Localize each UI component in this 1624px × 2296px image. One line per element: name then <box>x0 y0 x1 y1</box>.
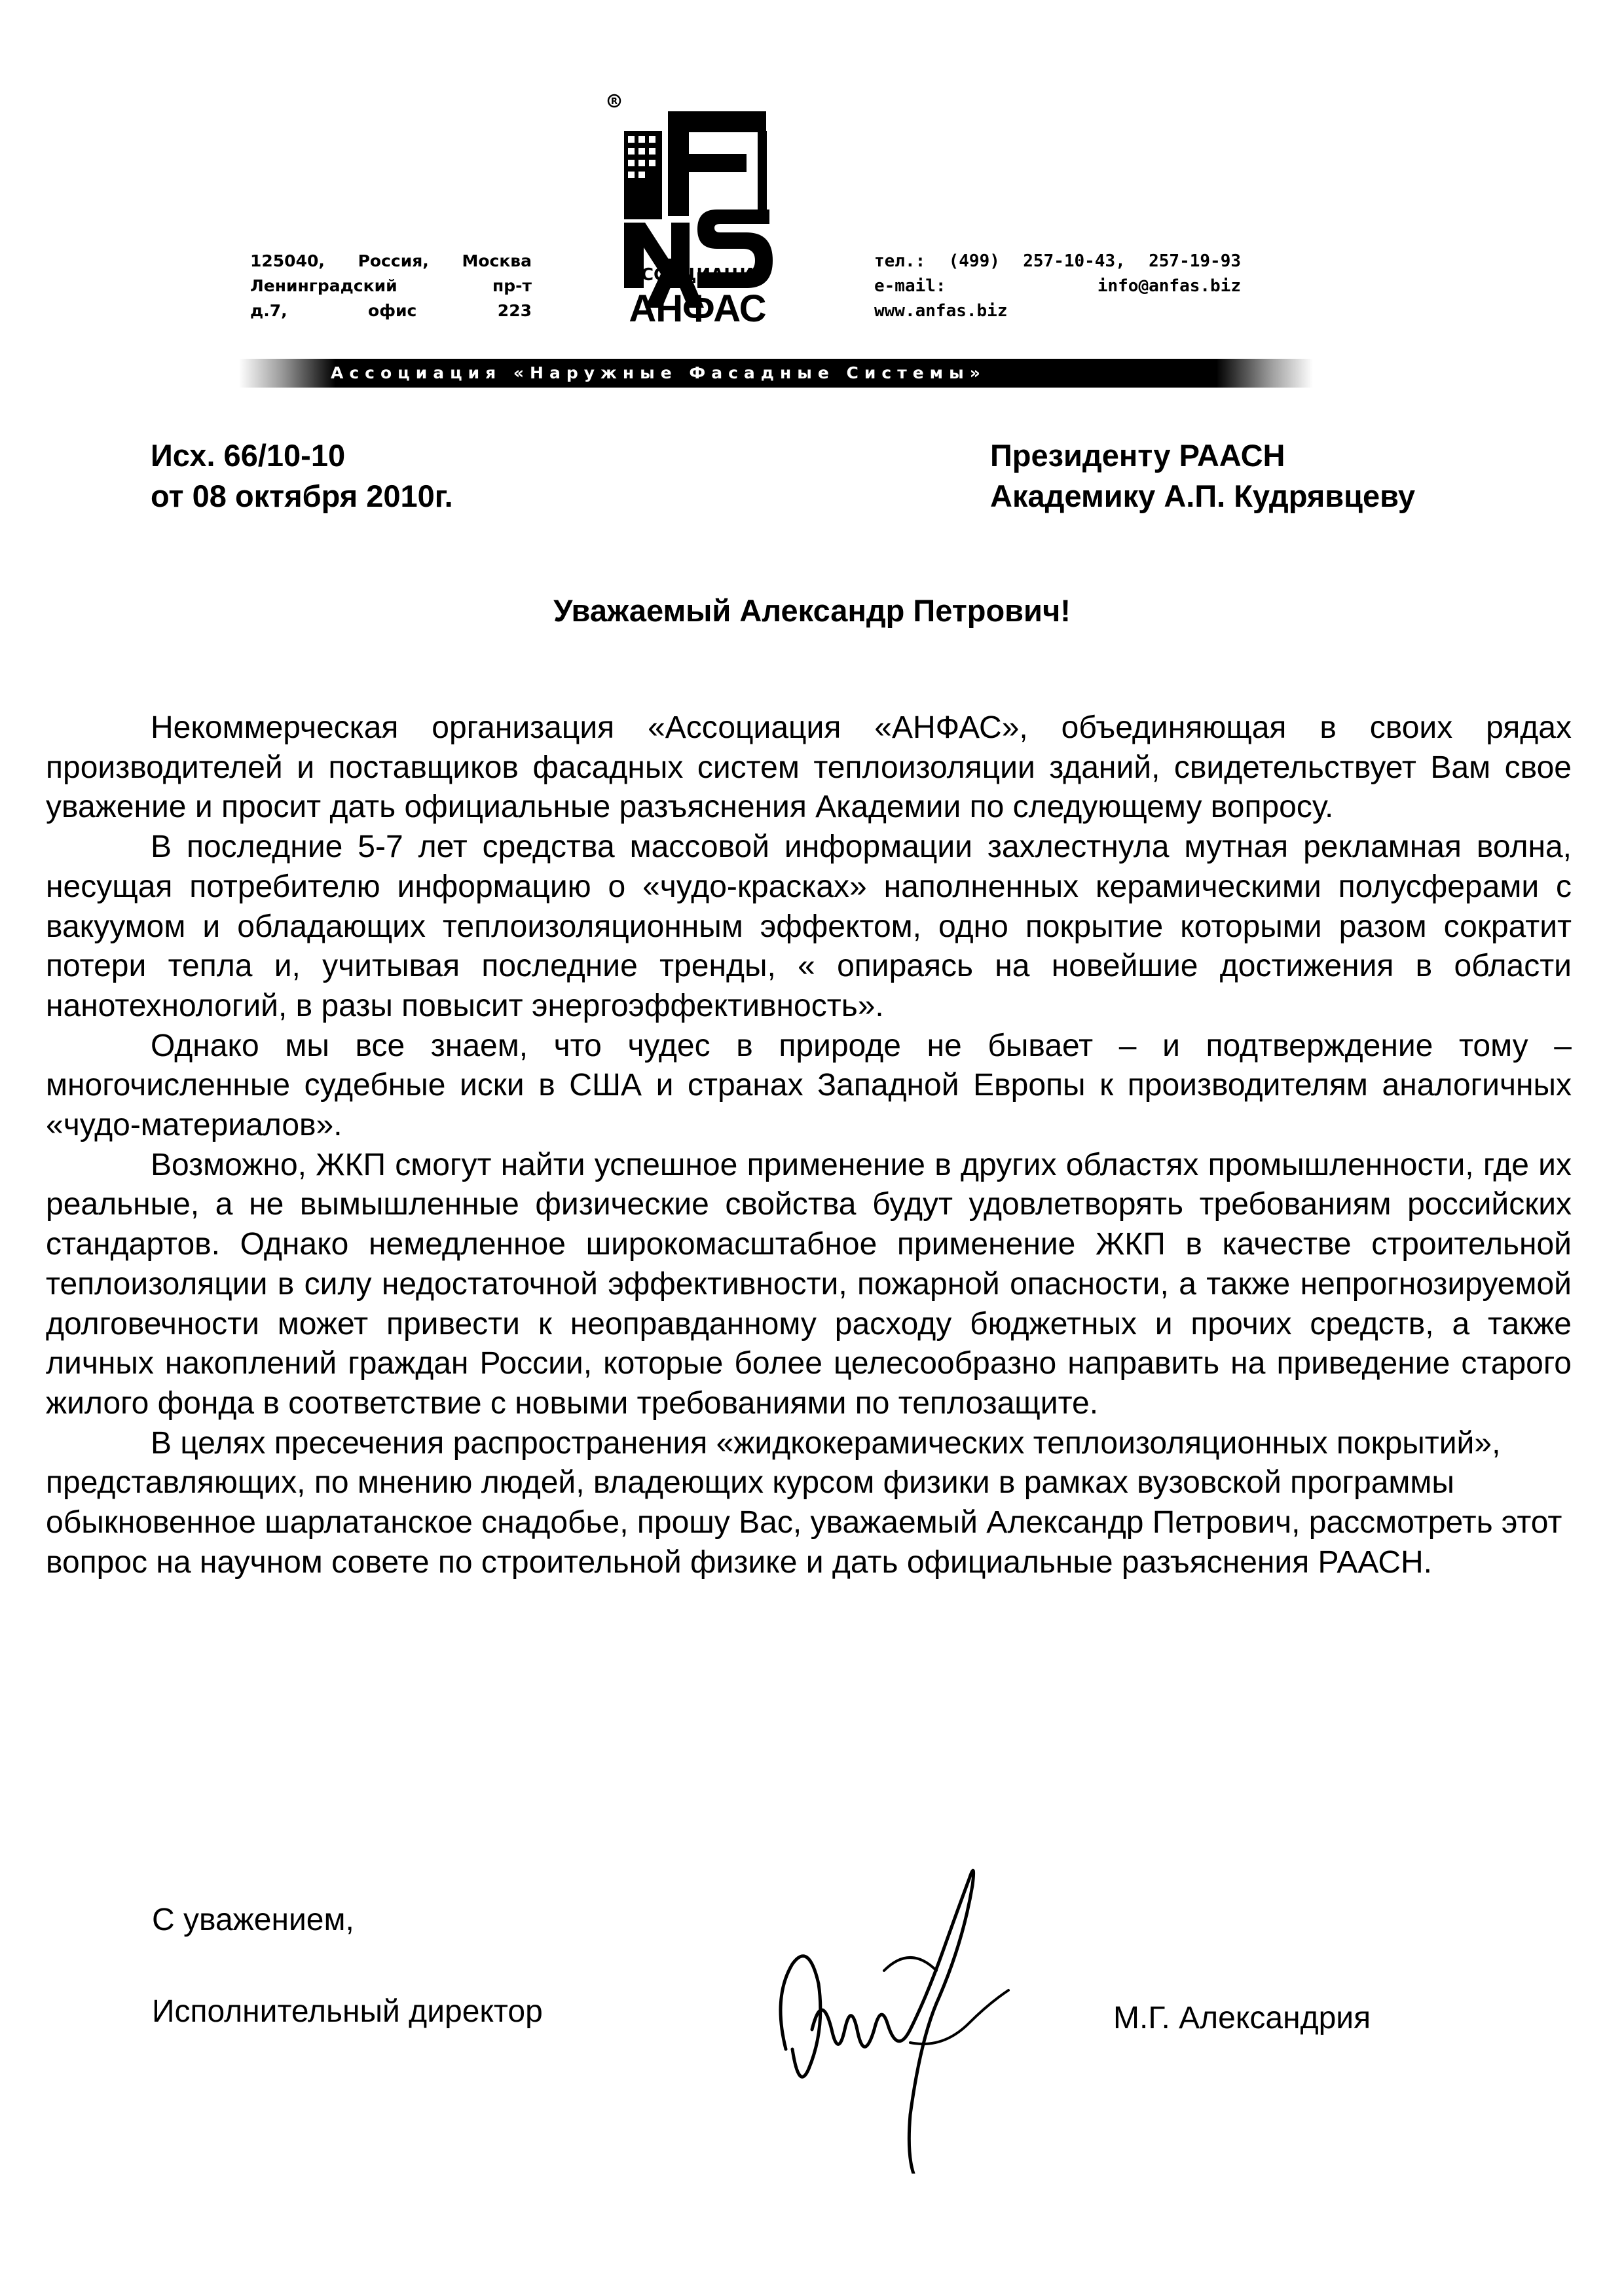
reference-number: Исх. 66/10-10 <box>151 438 346 473</box>
body-paragraph: Некоммерческая организация «Ассоциация «АНФАС», объединяющая в своих рядах производителей и поставщиков фасадных систем теплоизоляции зданий, свидетельствует Вам свое уважение и просит дать официальные разъяснения Академии по следующему вопросу. <box>46 710 1572 825</box>
banner-text: Ассоциация «Наружные Фасадные Системы» <box>331 363 986 382</box>
handwritten-signature-icon <box>747 1833 1035 2174</box>
closing-regards: С уважением, <box>152 1903 354 1937</box>
sender-address <box>250 249 532 323</box>
body-paragraph: Однако мы все знаем, что чудес в природе не бывает – и подтверждение тому – многочисленные судебные иски в США и странах Западной Европы к производителям аналогичных «чудо-материалов». <box>46 1028 1572 1143</box>
address-line: 125040, Россия, Москва <box>250 251 532 270</box>
recipient-line: Президенту РААСН <box>990 438 1285 473</box>
recipient-line: Академику А.П. Кудрявцеву <box>990 479 1416 513</box>
body-paragraph: В целях пресечения распространения «жидкокерамических теплоизоляционных покрытий», представляющих, по мнению людей, владеющих курсом физики в рамках вузовской программы обыкновенное шарлатанское снадобье, прошу Вас, уважаемый Александр Петрович, рассмотреть этот вопрос на научном совете по строительной физике и дать официальные разъяснения РААСН. <box>46 1425 1562 1580</box>
body-paragraph: Возможно, ЖКП смогут найти успешное применение в других областях промышленности, где их реальные, а не вымышленные физические свойства будут удовлетворять требованиям российских стандартов. Однако немедленное широкомасштабное применение ЖКП в качестве строительной теплоизоляции в силу недостаточной эффективности, пожарной опасности, а также непрогнозируемой долговечности может привести к неоправданному расходу бюджетных и прочих средств, а также личных накоплений граждан России, которые более целесообразно направить на приведение старого жилого фонда в соответствие с новыми требованиями по теплозащите. <box>46 1147 1572 1421</box>
email-line: e-mail: info@anfas.biz <box>874 276 1241 296</box>
svg-text:R: R <box>610 97 618 107</box>
phone-line: тел.: (499) 257-10-43, 257-19-93 <box>874 251 1241 271</box>
contact-info <box>874 249 1241 323</box>
association-label-small: АССОЦИАЦИЯ <box>627 265 767 285</box>
body-paragraph: В последние 5-7 лет средства массовой информации захлестнула мутная рекламная волна, несущая потребителю информацию о «чудо-красках» наполненных керамическими полусферами с вакуумом и обладающих теплоизоляционным эффектом, одно покрытие которыми разом сократит потери тепла и, учитывая последние тренды, « опираясь на новейшие достижения в области нанотехнологий, в разы повысит энергоэффективность». <box>46 829 1572 1023</box>
address-line: д.7, офис 223 <box>250 301 532 320</box>
letter-body <box>46 708 1572 1582</box>
recipient-block <box>990 435 1415 517</box>
outgoing-reference <box>151 435 453 517</box>
signer-position: Исполнительный директор <box>152 1994 543 2029</box>
website-line: www.anfas.biz <box>874 301 1008 321</box>
salutation: Уважаемый Александр Петрович! <box>553 593 1071 628</box>
address-line: Ленинградский пр-т <box>250 276 532 295</box>
association-label-big: АНФАС <box>629 287 766 330</box>
reference-date: от 08 октября 2010г. <box>151 479 453 513</box>
signer-name: М.Г. Александрия <box>1113 2001 1371 2035</box>
